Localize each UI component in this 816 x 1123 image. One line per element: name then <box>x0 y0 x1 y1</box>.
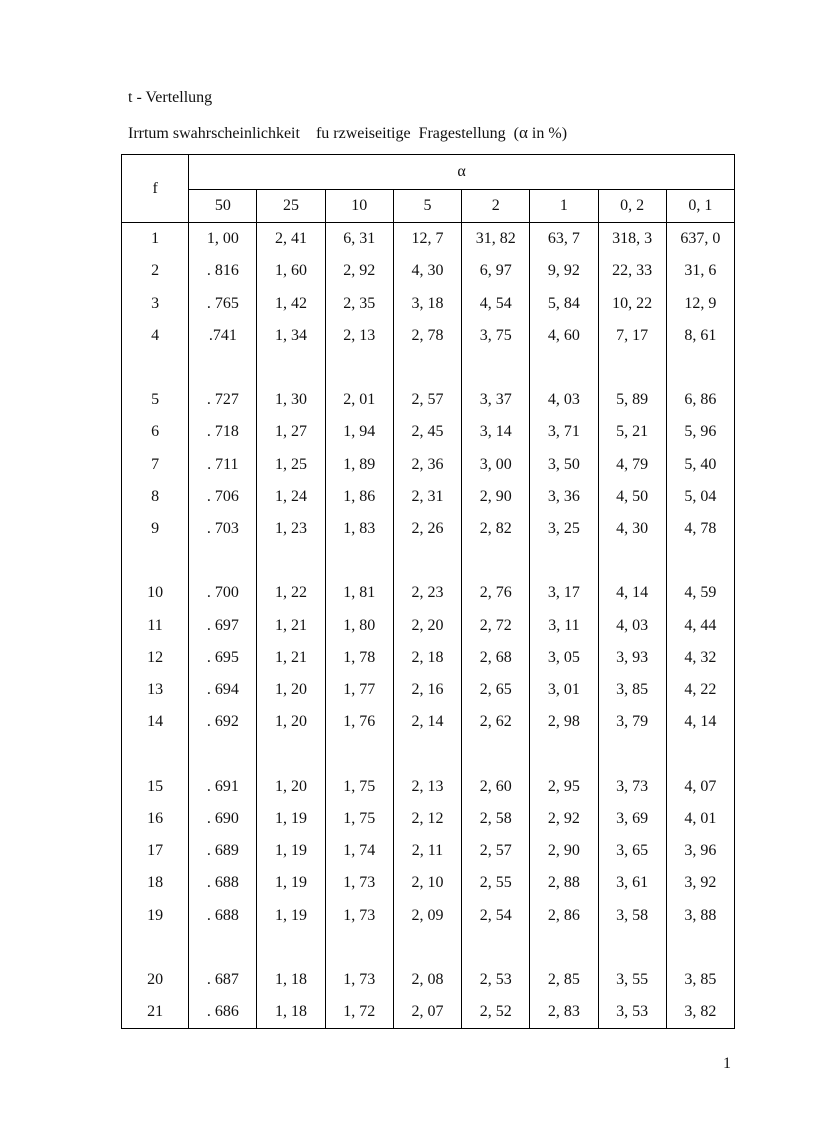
spacer-cell <box>598 545 666 577</box>
critical-value-cell: 4, 32 <box>666 642 734 674</box>
spacer-cell <box>257 739 325 771</box>
page-title: t - Vertellung <box>128 89 213 106</box>
critical-value-cell: 2, 35 <box>325 288 393 320</box>
critical-value-cell: 1, 80 <box>325 610 393 642</box>
critical-value-cell: 2, 07 <box>393 996 461 1029</box>
critical-value-cell: 2, 88 <box>530 867 598 899</box>
critical-value-cell: 1, 20 <box>257 771 325 803</box>
critical-value-cell: 1, 21 <box>257 610 325 642</box>
critical-value-cell: 1, 19 <box>257 900 325 932</box>
critical-value-cell: 4, 30 <box>393 255 461 287</box>
critical-value-cell: 4, 59 <box>666 577 734 609</box>
spacer-cell <box>530 739 598 771</box>
degrees-of-freedom-cell: 8 <box>122 481 189 513</box>
critical-value-cell: 4, 01 <box>666 803 734 835</box>
spacer-cell <box>666 545 734 577</box>
critical-value-cell: 1, 25 <box>257 449 325 481</box>
table-row <box>122 577 735 609</box>
spacer-cell <box>189 545 257 577</box>
critical-value-cell: 1, 30 <box>257 384 325 416</box>
critical-value-cell: 2, 68 <box>462 642 530 674</box>
spacer-cell <box>325 545 393 577</box>
critical-value-cell: . 706 <box>189 481 257 513</box>
critical-value-cell: 6, 97 <box>462 255 530 287</box>
critical-value-cell: 7, 17 <box>598 320 666 352</box>
critical-value-cell: 3, 69 <box>598 803 666 835</box>
table-row <box>122 384 735 416</box>
degrees-of-freedom-cell: 20 <box>122 964 189 996</box>
spacer-cell <box>257 352 325 384</box>
critical-value-cell: 1, 78 <box>325 642 393 674</box>
critical-value-cell: 2, 10 <box>393 867 461 899</box>
critical-value-cell: 1, 27 <box>257 416 325 448</box>
alpha-header: α <box>189 155 735 190</box>
spacer-cell <box>257 932 325 964</box>
degrees-of-freedom-cell: 11 <box>122 610 189 642</box>
critical-value-cell: 1, 19 <box>257 835 325 867</box>
table-row <box>122 674 735 706</box>
degrees-of-freedom-cell: 6 <box>122 416 189 448</box>
degrees-of-freedom-cell: 16 <box>122 803 189 835</box>
critical-value-cell: 3, 00 <box>462 449 530 481</box>
critical-value-cell: 2, 65 <box>462 674 530 706</box>
degrees-of-freedom-header: f <box>122 155 189 223</box>
critical-value-cell: . 688 <box>189 900 257 932</box>
table-row <box>122 900 735 932</box>
alpha-column-header: 0, 2 <box>598 189 666 223</box>
critical-value-cell: . 765 <box>189 288 257 320</box>
critical-value-cell: 3, 73 <box>598 771 666 803</box>
critical-value-cell: . 711 <box>189 449 257 481</box>
critical-value-cell: . 686 <box>189 996 257 1029</box>
critical-value-cell: 1, 22 <box>257 577 325 609</box>
critical-value-cell: 63, 7 <box>530 223 598 256</box>
critical-value-cell: 1, 86 <box>325 481 393 513</box>
critical-value-cell: 2, 36 <box>393 449 461 481</box>
critical-value-cell: 1, 83 <box>325 513 393 545</box>
spacer-cell <box>257 545 325 577</box>
critical-value-cell: 2, 13 <box>325 320 393 352</box>
spacer-cell <box>122 545 189 577</box>
critical-value-cell: 4, 60 <box>530 320 598 352</box>
critical-value-cell: 2, 31 <box>393 481 461 513</box>
critical-value-cell: 2, 09 <box>393 900 461 932</box>
table-caption <box>128 123 567 143</box>
spacer-cell <box>393 932 461 964</box>
critical-value-cell: 2, 58 <box>462 803 530 835</box>
degrees-of-freedom-cell: 13 <box>122 674 189 706</box>
degrees-of-freedom-cell: 21 <box>122 996 189 1029</box>
critical-value-cell: 1, 73 <box>325 867 393 899</box>
critical-value-cell: 5, 40 <box>666 449 734 481</box>
critical-value-cell: 2, 14 <box>393 706 461 738</box>
alpha-column-header: 1 <box>530 189 598 223</box>
critical-value-cell: 4, 79 <box>598 449 666 481</box>
critical-value-cell: 5, 89 <box>598 384 666 416</box>
critical-value-cell: 1, 72 <box>325 996 393 1029</box>
critical-value-cell: 5, 96 <box>666 416 734 448</box>
critical-value-cell: 3, 85 <box>666 964 734 996</box>
critical-value-cell: 2, 41 <box>257 223 325 256</box>
spacer-cell <box>462 545 530 577</box>
critical-value-cell: 4, 03 <box>598 610 666 642</box>
table-row <box>122 416 735 448</box>
critical-value-cell: 2, 11 <box>393 835 461 867</box>
critical-value-cell: 2, 23 <box>393 577 461 609</box>
critical-value-cell: 3, 11 <box>530 610 598 642</box>
critical-value-cell: 4, 07 <box>666 771 734 803</box>
spacer-cell <box>325 932 393 964</box>
critical-value-cell: . 700 <box>189 577 257 609</box>
critical-value-cell: . 816 <box>189 255 257 287</box>
critical-value-cell: . 689 <box>189 835 257 867</box>
critical-value-cell: 2, 53 <box>462 964 530 996</box>
critical-value-cell: 12, 7 <box>393 223 461 256</box>
spacer-cell <box>462 932 530 964</box>
degrees-of-freedom-cell: 14 <box>122 706 189 738</box>
spacer-cell <box>530 545 598 577</box>
critical-value-cell: 1, 94 <box>325 416 393 448</box>
critical-value-cell: 5, 21 <box>598 416 666 448</box>
critical-value-cell: 3, 92 <box>666 867 734 899</box>
critical-value-cell: 2, 62 <box>462 706 530 738</box>
critical-value-cell: 2, 72 <box>462 610 530 642</box>
critical-value-cell: 2, 98 <box>530 706 598 738</box>
table-row <box>122 320 735 352</box>
critical-value-cell: 637, 0 <box>666 223 734 256</box>
table-row <box>122 255 735 287</box>
spacer-cell <box>189 932 257 964</box>
critical-value-cell: 3, 36 <box>530 481 598 513</box>
critical-value-cell: 1, 21 <box>257 642 325 674</box>
caption-unit: in %) <box>527 125 568 142</box>
critical-value-cell: 1, 89 <box>325 449 393 481</box>
critical-value-cell: 2, 55 <box>462 867 530 899</box>
critical-value-cell: 2, 90 <box>462 481 530 513</box>
table-body <box>122 223 735 1029</box>
degrees-of-freedom-cell: 19 <box>122 900 189 932</box>
critical-value-cell: 1, 20 <box>257 706 325 738</box>
critical-value-cell: 2, 86 <box>530 900 598 932</box>
critical-value-cell: 1, 19 <box>257 803 325 835</box>
critical-value-cell: 318, 3 <box>598 223 666 256</box>
critical-value-cell: 2, 20 <box>393 610 461 642</box>
critical-value-cell: 1, 23 <box>257 513 325 545</box>
critical-value-cell: 3, 85 <box>598 674 666 706</box>
table-row <box>122 803 735 835</box>
critical-value-cell: 3, 65 <box>598 835 666 867</box>
critical-value-cell: . 690 <box>189 803 257 835</box>
critical-value-cell: 2, 26 <box>393 513 461 545</box>
critical-value-cell: 3, 14 <box>462 416 530 448</box>
spacer-cell <box>393 739 461 771</box>
table-row <box>122 867 735 899</box>
critical-value-cell: 2, 57 <box>462 835 530 867</box>
critical-value-cell: 1, 75 <box>325 803 393 835</box>
critical-value-cell: 2, 57 <box>393 384 461 416</box>
spacer-cell <box>393 352 461 384</box>
critical-value-cell: 3, 01 <box>530 674 598 706</box>
critical-value-cell: 3, 93 <box>598 642 666 674</box>
group-spacer-row <box>122 932 735 964</box>
critical-value-cell: 2, 08 <box>393 964 461 996</box>
critical-value-cell: 2, 13 <box>393 771 461 803</box>
page-number: 1 <box>723 1055 731 1072</box>
degrees-of-freedom-cell: 15 <box>122 771 189 803</box>
critical-value-cell: . 703 <box>189 513 257 545</box>
critical-value-cell: 1, 34 <box>257 320 325 352</box>
table-row <box>122 996 735 1029</box>
table-row <box>122 223 735 256</box>
spacer-cell <box>393 545 461 577</box>
degrees-of-freedom-cell: 17 <box>122 835 189 867</box>
table-row <box>122 513 735 545</box>
alpha-column-header: 10 <box>325 189 393 223</box>
critical-value-cell: 2, 90 <box>530 835 598 867</box>
critical-value-cell: 1, 20 <box>257 674 325 706</box>
table-row <box>122 610 735 642</box>
critical-value-cell: 1, 18 <box>257 964 325 996</box>
critical-value-cell: 2, 60 <box>462 771 530 803</box>
spacer-cell <box>462 739 530 771</box>
critical-value-cell: 3, 05 <box>530 642 598 674</box>
table-row <box>122 771 735 803</box>
critical-value-cell: 2, 18 <box>393 642 461 674</box>
table-row <box>122 481 735 513</box>
critical-value-cell: 10, 22 <box>598 288 666 320</box>
critical-value-cell: 5, 04 <box>666 481 734 513</box>
critical-value-cell: 2, 85 <box>530 964 598 996</box>
group-spacer-row <box>122 352 735 384</box>
critical-value-cell: . 695 <box>189 642 257 674</box>
critical-value-cell: .741 <box>189 320 257 352</box>
critical-value-cell: 2, 54 <box>462 900 530 932</box>
spacer-cell <box>598 739 666 771</box>
critical-value-cell: 2, 78 <box>393 320 461 352</box>
critical-value-cell: 5, 84 <box>530 288 598 320</box>
critical-value-cell: 1, 00 <box>189 223 257 256</box>
critical-value-cell: 2, 83 <box>530 996 598 1029</box>
critical-value-cell: 4, 44 <box>666 610 734 642</box>
critical-value-cell: 3, 25 <box>530 513 598 545</box>
spacer-cell <box>189 352 257 384</box>
critical-value-cell: 3, 71 <box>530 416 598 448</box>
critical-value-cell: 1, 60 <box>257 255 325 287</box>
spacer-cell <box>122 739 189 771</box>
degrees-of-freedom-cell: 9 <box>122 513 189 545</box>
critical-value-cell: 1, 75 <box>325 771 393 803</box>
critical-value-cell: 3, 61 <box>598 867 666 899</box>
critical-value-cell: 2, 01 <box>325 384 393 416</box>
spacer-cell <box>325 352 393 384</box>
critical-value-cell: 4, 54 <box>462 288 530 320</box>
alpha-column-header: 2 <box>462 189 530 223</box>
critical-value-cell: 2, 76 <box>462 577 530 609</box>
critical-value-cell: 4, 78 <box>666 513 734 545</box>
spacer-cell <box>598 352 666 384</box>
table-row <box>122 964 735 996</box>
critical-value-cell: 2, 82 <box>462 513 530 545</box>
group-spacer-row <box>122 739 735 771</box>
critical-value-cell: . 718 <box>189 416 257 448</box>
critical-value-cell: 1, 42 <box>257 288 325 320</box>
critical-value-cell: 2, 12 <box>393 803 461 835</box>
critical-value-cell: 1, 74 <box>325 835 393 867</box>
critical-value-cell: 1, 19 <box>257 867 325 899</box>
alpha-column-header: 25 <box>257 189 325 223</box>
critical-value-cell: . 727 <box>189 384 257 416</box>
spacer-cell <box>666 739 734 771</box>
critical-value-cell: 22, 33 <box>598 255 666 287</box>
critical-value-cell: 3, 55 <box>598 964 666 996</box>
critical-value-cell: 6, 86 <box>666 384 734 416</box>
alpha-column-header: 0, 1 <box>666 189 734 223</box>
degrees-of-freedom-cell: 5 <box>122 384 189 416</box>
degrees-of-freedom-cell: 3 <box>122 288 189 320</box>
alpha-columns-row <box>122 189 735 223</box>
table-row <box>122 449 735 481</box>
table-header <box>122 155 735 223</box>
alpha-column-header: 50 <box>189 189 257 223</box>
spacer-cell <box>325 739 393 771</box>
spacer-cell <box>122 352 189 384</box>
caption-text: Irrtum swahrscheinlichkeit fu rzweiseitige Fragestellung ( <box>128 125 519 142</box>
critical-value-cell: . 688 <box>189 867 257 899</box>
critical-value-cell: 31, 82 <box>462 223 530 256</box>
critical-value-cell: 3, 17 <box>530 577 598 609</box>
critical-value-cell: 3, 18 <box>393 288 461 320</box>
critical-value-cell: 12, 9 <box>666 288 734 320</box>
degrees-of-freedom-cell: 2 <box>122 255 189 287</box>
critical-value-cell: 1, 77 <box>325 674 393 706</box>
critical-value-cell: 1, 18 <box>257 996 325 1029</box>
spacer-cell <box>530 352 598 384</box>
table-row <box>122 288 735 320</box>
degrees-of-freedom-cell: 1 <box>122 223 189 256</box>
critical-value-cell: 1, 24 <box>257 481 325 513</box>
critical-value-cell: 3, 53 <box>598 996 666 1029</box>
critical-value-cell: 1, 76 <box>325 706 393 738</box>
t-distribution-table <box>121 154 735 1029</box>
degrees-of-freedom-cell: 4 <box>122 320 189 352</box>
critical-value-cell: 3, 96 <box>666 835 734 867</box>
spacer-cell <box>530 932 598 964</box>
critical-value-cell: 3, 82 <box>666 996 734 1029</box>
critical-value-cell: 2, 52 <box>462 996 530 1029</box>
degrees-of-freedom-cell: 18 <box>122 867 189 899</box>
critical-value-cell: 2, 92 <box>325 255 393 287</box>
critical-value-cell: 3, 37 <box>462 384 530 416</box>
critical-value-cell: 2, 16 <box>393 674 461 706</box>
critical-value-cell: 3, 88 <box>666 900 734 932</box>
critical-value-cell: . 692 <box>189 706 257 738</box>
degrees-of-freedom-cell: 10 <box>122 577 189 609</box>
critical-value-cell: 3, 79 <box>598 706 666 738</box>
spacer-cell <box>666 352 734 384</box>
critical-value-cell: 4, 14 <box>598 577 666 609</box>
critical-value-cell: . 687 <box>189 964 257 996</box>
spacer-cell <box>189 739 257 771</box>
critical-value-cell: 1, 81 <box>325 577 393 609</box>
critical-value-cell: 3, 50 <box>530 449 598 481</box>
group-spacer-row <box>122 545 735 577</box>
degrees-of-freedom-cell: 12 <box>122 642 189 674</box>
critical-value-cell: . 697 <box>189 610 257 642</box>
spacer-cell <box>666 932 734 964</box>
critical-value-cell: 4, 22 <box>666 674 734 706</box>
t-distribution-table-container <box>121 154 735 1029</box>
critical-value-cell: 6, 31 <box>325 223 393 256</box>
critical-value-cell: 4, 30 <box>598 513 666 545</box>
critical-value-cell: 4, 14 <box>666 706 734 738</box>
spacer-cell <box>598 932 666 964</box>
critical-value-cell: . 694 <box>189 674 257 706</box>
critical-value-cell: 1, 73 <box>325 900 393 932</box>
spacer-cell <box>462 352 530 384</box>
critical-value-cell: 4, 50 <box>598 481 666 513</box>
critical-value-cell: 2, 95 <box>530 771 598 803</box>
critical-value-cell: 4, 03 <box>530 384 598 416</box>
critical-value-cell: 9, 92 <box>530 255 598 287</box>
table-row <box>122 706 735 738</box>
table-row <box>122 835 735 867</box>
degrees-of-freedom-cell: 7 <box>122 449 189 481</box>
critical-value-cell: 3, 75 <box>462 320 530 352</box>
critical-value-cell: 2, 92 <box>530 803 598 835</box>
alpha-column-header: 5 <box>393 189 461 223</box>
critical-value-cell: 3, 58 <box>598 900 666 932</box>
caption-alpha-symbol: α <box>519 123 528 142</box>
critical-value-cell: 8, 61 <box>666 320 734 352</box>
critical-value-cell: 2, 45 <box>393 416 461 448</box>
critical-value-cell: 31, 6 <box>666 255 734 287</box>
spacer-cell <box>122 932 189 964</box>
critical-value-cell: 1, 73 <box>325 964 393 996</box>
table-row <box>122 642 735 674</box>
critical-value-cell: . 691 <box>189 771 257 803</box>
